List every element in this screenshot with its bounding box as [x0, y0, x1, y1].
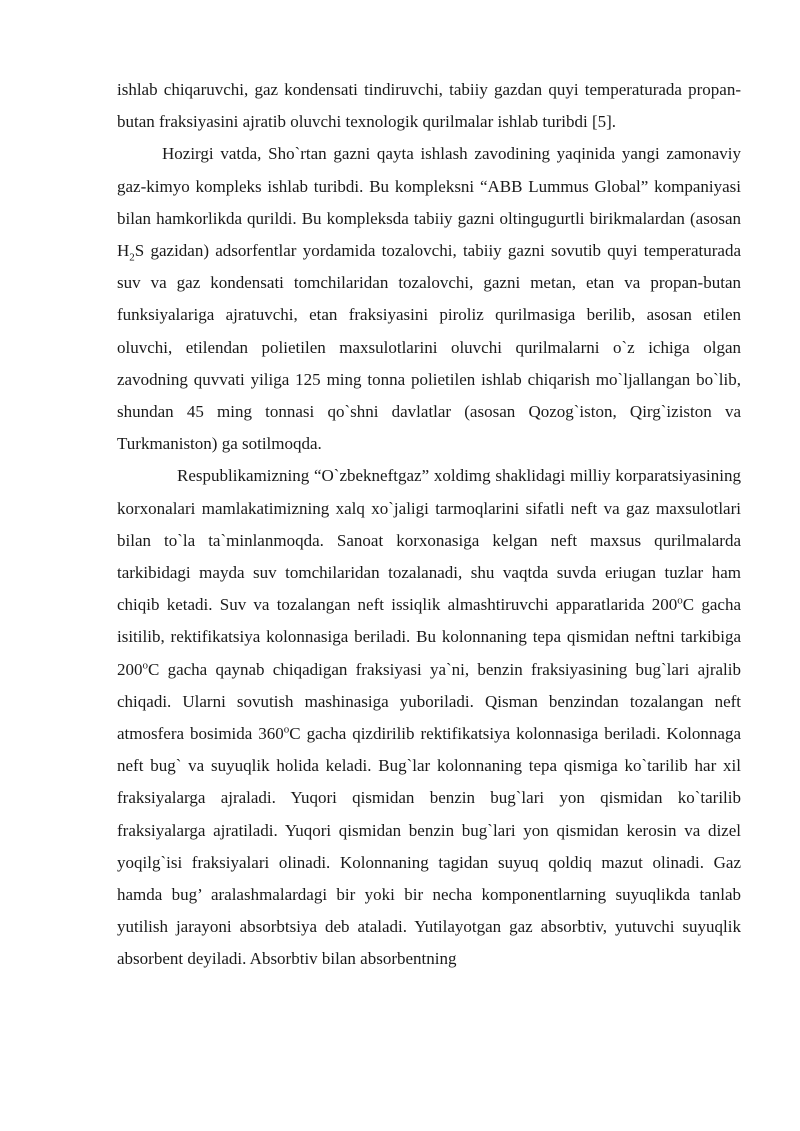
paragraph-text: C gacha isitilib, rektifikatsiya kolonnasiga beriladi. Bu kolonnaning tepa qismidan neftni tarkibiga 200 [117, 595, 746, 679]
document-page [117, 74, 746, 976]
paragraph-2 [117, 138, 746, 460]
paragraph-text: Hozirgi vatda, Sho`rtan gazni qayta ishlash zavodining yaqinida yangi zamonaviy gaz-kimyo kompleks ishlab turibdi. Bu kompleksni “ABB Lummus Global” kompaniyasi bilan hamkorlikda qurildi. Bu kompleksda tabiiy gazni oltingugurtli birikmalardan (asosan H [117, 144, 746, 261]
paragraph-text: ishlab chiqaruvchi, gaz kondensati tindiruvchi, tabiiy gazdan quyi temperaturada propan-butan fraksiyasini ajratib oluvchi texnologik qurilmalar ishlab turibdi [5]. [117, 80, 741, 132]
paragraph-text: C gacha qaynab chiqadigan fraksiyasi ya`ni, benzin fraksiyasining bug`lari ajralib chiqadi. Ularni sovutish mashinasiga yuboriladi. Qisman benzindan tozalangan neft atmosfera bosimida 360 [117, 659, 746, 744]
paragraph-1 [117, 74, 741, 138]
paragraph-text: C gacha qizdirilib rektifikatsiya kolonnasiga beriladi. Kolonnaga neft bug` va suyuqlik holida keladi. Bug`lar kolonnaning tepa qismiga ko`tarilib har xil fraksiyalarga ajraladi. Yuqori qismidan benzin bug`lari yon qismidan ko`tarilib fraksiyalarga ajratiladi. Yuqori qismidan benzin bug`lari yon qismidan kerosin va dizel yoqilg`isi fraksiyalari olinadi. Kolonnaning tagidan suyuq qoldiq mazut olinadi. Gaz hamda bug’ aralashmalardagi bir yoki bir necha komponentlarning suyuqlikda tanlab yutilish jarayoni absorbtsiya deb ataladi. Yutilayotgan gaz absorbtiv, yutuvchi suyuqlik absorbent deyiladi. Absorbtiv bilan absorbentning [117, 724, 746, 969]
degree-superscript: o [142, 659, 148, 671]
degree-superscript: o [677, 594, 683, 607]
paragraph-3 [117, 460, 746, 975]
paragraph-text: Respublikamizning “O`zbekneftgaz” xoldimg shaklidagi milliy korparatsiyasining korxonalari mamlakatimizning xalq xo`jaligi tarmoqlarini sifatli neft va gaz maxsulotlari bilan to`la ta`minlanmoqda. Sanoat korxonasiga kelgan neft maxsus qurilmalarda tarkibidagi mayda suv tomchilaridan tozalanadi, shu vaqtda suvda eriugan tuzlar ham chiqib ketadi. Suv va tozalangan neft issiqlik almashtiruvchi apparatlarida 200 [117, 466, 746, 615]
degree-superscript: o [283, 723, 290, 736]
paragraph-text: S gazidan) adsorfentlar yordamida tozalovchi, tabiiy gazni sovutib quyi temperaturada suv va gaz kondensati tomchilaridan tozalovchi, gazni metan, etan va propan-butan funksiyalariga ajratuvchi, etan fraksiyasini piroliz qurilmasiga berilib, asosan etilen oluvchi, etilendan polietilen maxsulotlarini oluvchi qurilmalarni o`z ichiga olgan zavodning quvvati yiliga 125 ming tonna polietilen ishlab chiqarish mo`ljallangan bo`lib, shundan 45 ming tonnasi qo`shni davlatlar (asosan Qozog`iston, Qirg`iziston va Turkmaniston) ga sotilmoqda. [117, 241, 746, 454]
subscript-text: 2 [129, 251, 135, 264]
